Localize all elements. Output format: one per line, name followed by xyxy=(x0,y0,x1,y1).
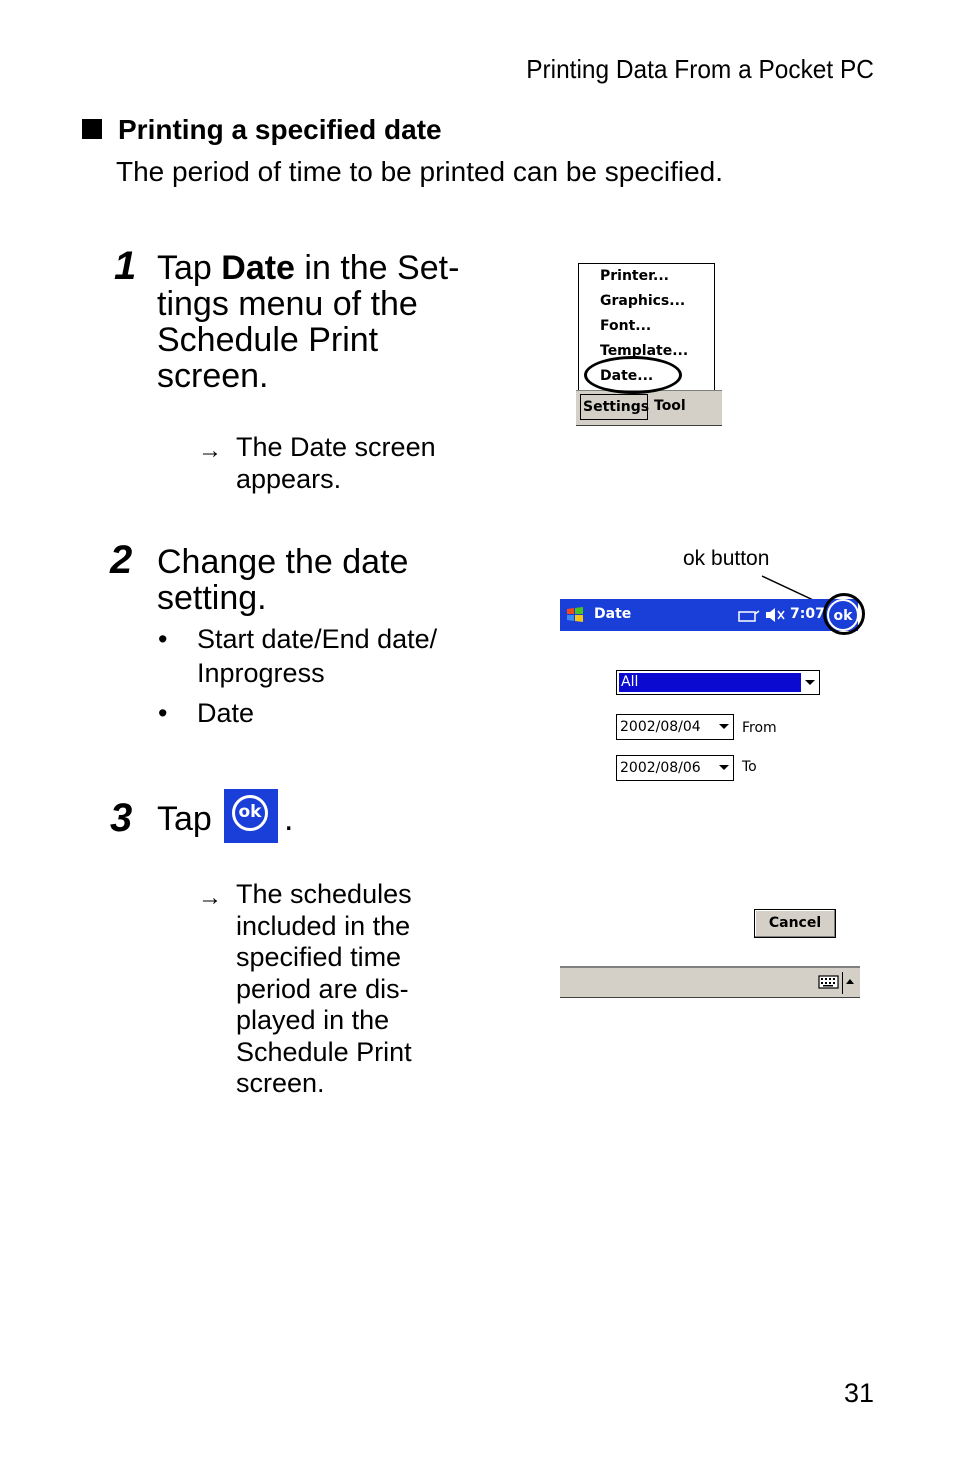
bullet-item-1-line2: Inprogress xyxy=(197,658,325,688)
menu-item-date[interactable]: Date... xyxy=(600,368,654,384)
running-header: Printing Data From a Pocket PC xyxy=(526,54,874,84)
filter-dropdown[interactable] xyxy=(616,670,820,695)
menu-item-font[interactable]: Font... xyxy=(600,318,652,334)
step-3-result-line: played in the xyxy=(236,1005,390,1035)
step-2-text xyxy=(157,544,408,616)
to-date-picker[interactable] xyxy=(616,755,734,781)
step-3-result-line: specified time xyxy=(236,942,402,972)
step-1-text xyxy=(157,250,459,394)
windows-start-icon[interactable] xyxy=(563,603,587,627)
step-3-result xyxy=(236,879,412,1100)
step-1-line4: screen. xyxy=(157,357,269,395)
step-1-line3: Schedule Print xyxy=(157,321,379,359)
result-arrow-icon: → xyxy=(198,884,222,911)
from-label: From xyxy=(742,720,777,736)
ok-button[interactable]: ok xyxy=(827,599,859,631)
step-1-number: 1 xyxy=(114,244,137,288)
clock-time[interactable]: 7:07 xyxy=(790,606,825,622)
step-3-text-post: . xyxy=(284,800,294,838)
menu-item-printer[interactable]: Printer... xyxy=(600,268,669,284)
from-date-value: 2002/08/04 xyxy=(620,719,701,735)
bullet-dot-icon: • xyxy=(158,624,168,654)
step-1-text-bold: Date xyxy=(221,249,295,287)
step-3-result-line: The schedules xyxy=(236,879,412,909)
step-2-line2: setting. xyxy=(157,579,267,617)
step-1-result xyxy=(236,432,436,495)
dialog-title: Date xyxy=(594,606,632,622)
command-bar xyxy=(560,966,860,998)
step-1-result-line2: appears. xyxy=(236,463,342,494)
chevron-down-icon xyxy=(719,724,729,729)
menu-item-template[interactable]: Template... xyxy=(600,343,689,359)
keyboard-icon[interactable] xyxy=(818,974,840,990)
step-2-number: 2 xyxy=(110,538,133,582)
step-2-line1: Change the date xyxy=(157,543,409,581)
from-date-picker[interactable] xyxy=(616,714,734,740)
ok-highlight-circle xyxy=(823,593,865,635)
date-highlight-circle xyxy=(584,356,682,394)
result-arrow-icon: → xyxy=(198,437,222,464)
step-1-text-pre: Tap xyxy=(157,249,222,287)
section-bullet-square xyxy=(82,119,102,139)
step-3-result-line: Schedule Print xyxy=(236,1036,412,1067)
ok-icon-label: ok xyxy=(232,795,268,831)
bullet-item-1-line1: Start date/End date/ xyxy=(197,624,438,654)
step-1-text-post: in the Set- xyxy=(294,249,460,287)
connection-icon[interactable] xyxy=(738,609,760,623)
to-date-value: 2002/08/06 xyxy=(620,760,701,776)
date-titlebar xyxy=(560,599,858,631)
cancel-button[interactable]: Cancel xyxy=(754,909,836,938)
ok-icon xyxy=(224,789,278,843)
section-title: Printing a specified date xyxy=(118,114,442,145)
page-number: 31 xyxy=(843,1378,874,1408)
menubar-tool[interactable]: Tool xyxy=(654,398,686,414)
menu-bar xyxy=(576,390,722,426)
step-3-result-line: screen. xyxy=(236,1068,325,1098)
step-3-text-pre: Tap xyxy=(157,800,212,838)
bullet-dot-icon: • xyxy=(158,698,168,728)
filter-value: All xyxy=(619,673,801,692)
section-intro: The period of time to be printed can be specified. xyxy=(116,156,724,187)
menubar-settings[interactable]: Settings xyxy=(580,394,648,420)
step-1-result-line1: The Date screen xyxy=(236,432,436,462)
step-1-line2: tings menu of the xyxy=(157,285,418,323)
chevron-down-icon xyxy=(719,765,729,770)
step-3-result-line: included in the xyxy=(236,910,411,941)
step-3-number: 3 xyxy=(110,796,133,840)
menu-item-graphics[interactable]: Graphics... xyxy=(600,293,686,309)
ok-button-callout: ok button xyxy=(683,547,770,570)
input-menu-arrow-icon[interactable] xyxy=(846,979,854,984)
step-3-result-line: period are dis- xyxy=(236,973,409,1004)
divider xyxy=(842,972,843,994)
bullet-item-2: Date xyxy=(197,698,255,728)
bullet-item-1 xyxy=(197,622,437,690)
to-label: To xyxy=(742,759,757,775)
chevron-down-icon xyxy=(805,680,815,685)
speaker-icon[interactable] xyxy=(764,607,786,623)
